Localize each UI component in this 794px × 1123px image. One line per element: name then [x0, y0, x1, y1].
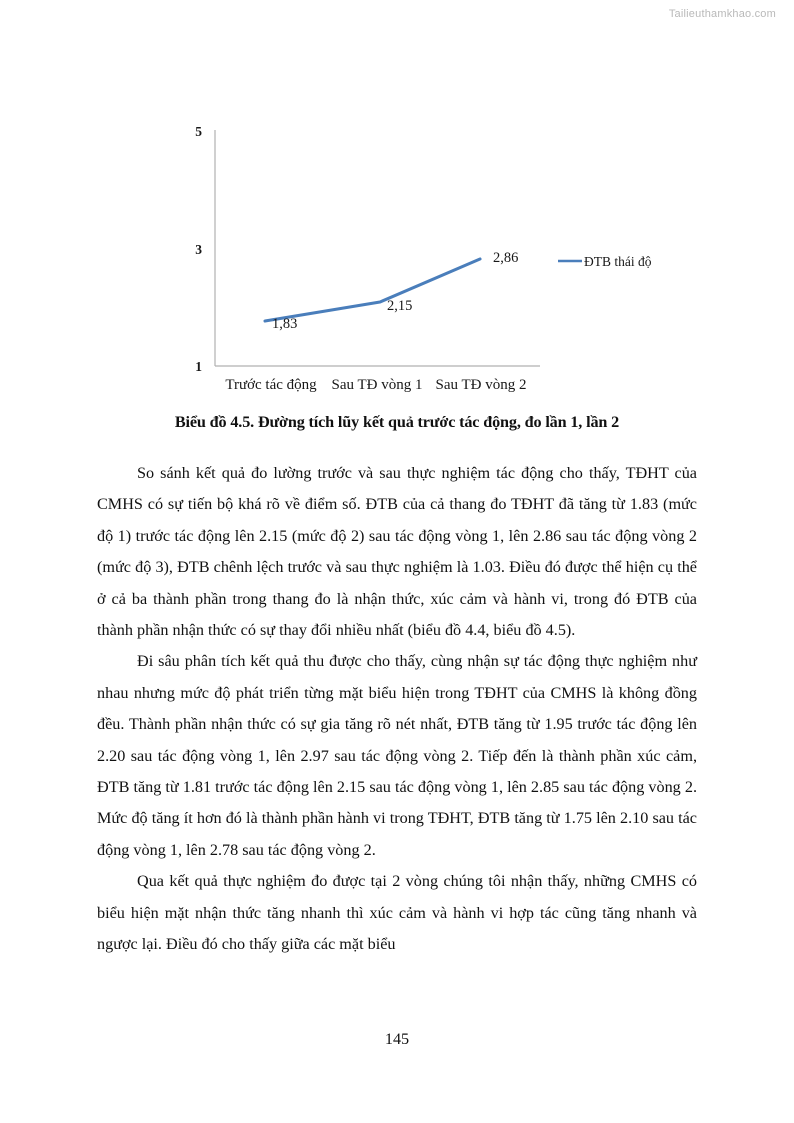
x-category-label-1: Sau TĐ vòng 1: [331, 377, 423, 393]
data-series-line-dtb-thai-do: [265, 259, 480, 321]
chart-canvas: [150, 112, 670, 402]
data-point-label-1: 2,15: [387, 298, 413, 314]
data-point-label-2: 2,86: [493, 250, 519, 266]
body-text-block: [97, 458, 697, 961]
chart-legend: [558, 254, 652, 269]
page-number: 145: [384, 1030, 410, 1048]
x-category-label-2: Sau TĐ vòng 2: [435, 377, 527, 393]
site-watermark: Tailieuthamkhao.com: [668, 8, 776, 20]
x-category-label-0: Trước tác động: [225, 377, 317, 393]
paragraph-1: So sánh kết quả đo lường trước và sau thực nghiệm tác động cho thấy, TĐHT của CMHS có sự tiến bộ khá rõ về điểm số. ĐTB của cả thang đo TĐHT đã tăng từ 1.83 (mức độ 1) trước tác động lên 2.15 (mức độ 2) sau tác động vòng 1, lên 2.86 sau tác động vòng 2 (mức độ 3), ĐTB chênh lệch trước và sau thực nghiệm là 1.03. Điều đó được thể hiện cụ thể ở cả ba thành phần trong thang đo là nhận thức, xúc cảm và hành vi, trong đó ĐTB của thành phần nhận thức có sự thay đổi nhiều nhất (biểu đồ 4.4, biểu đồ 4.5).: [97, 464, 697, 640]
y-tick-label-1: 1: [195, 359, 202, 374]
paragraph-3: Qua kết quả thực nghiệm đo được tại 2 vòng chúng tôi nhận thấy, những CMHS có biểu hiện mặt nhận thức tăng nhanh thì xúc cảm và hành vi hợp tác cũng tăng nhanh và ngược lại. Điều đó cho thấy giữa các mặt biểu: [97, 872, 697, 954]
line-chart-figure: [150, 112, 670, 402]
figure-caption: Biểu đồ 4.5. Đường tích lũy kết quả trước tác động, đo lần 1, lần 2: [174, 413, 620, 431]
y-tick-label-5: 5: [195, 124, 202, 139]
data-point-label-0: 1,83: [272, 316, 298, 332]
y-tick-label-3: 3: [195, 242, 202, 257]
paragraph-2: Đi sâu phân tích kết quả thu được cho thấy, cùng nhận sự tác động thực nghiệm như nhau nhưng mức độ phát triển từng mặt biểu hiện trong TĐHT của CMHS là không đồng đều. Thành phần nhận thức có sự gia tăng rõ nét nhất, ĐTB tăng từ 1.95 trước tác động lên 2.20 sau tác động vòng 1, lên 2.97 sau tác động vòng 2. Tiếp đến là thành phần xúc cảm, ĐTB tăng từ 1.81 trước tác động lên 2.15 sau tác động vòng 1, lên 2.85 sau tác động vòng 2. Mức độ tăng ít hơn đó là thành phần hành vi trong TĐHT, ĐTB tăng từ 1.75 lên 2.10 sau tác động vòng 1, lên 2.78 sau tác động vòng 2.: [97, 652, 697, 859]
legend-label-dtb-thai-do: ĐTB thái độ: [584, 254, 652, 269]
